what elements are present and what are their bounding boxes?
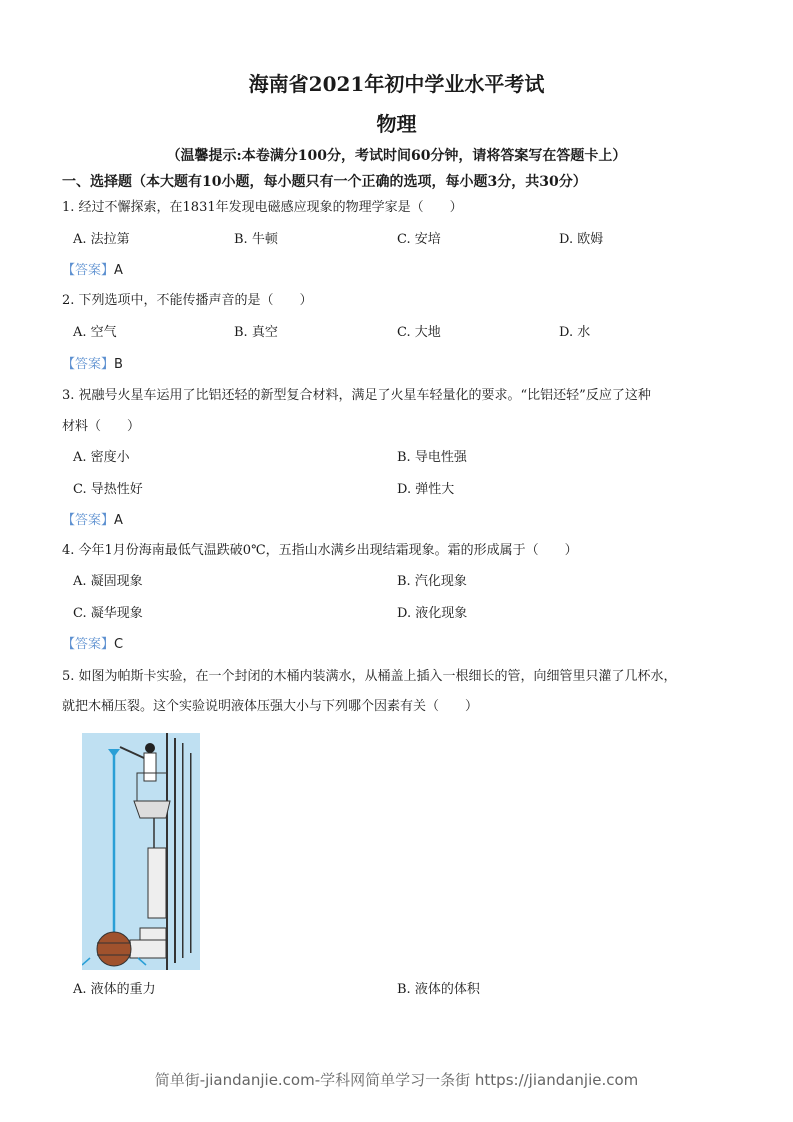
option: A. 液体的重力 <box>73 982 156 997</box>
option: D. 弹性大 <box>397 482 455 497</box>
question-5-stem: 5. 如图为帕斯卡实验，在一个封闭的木桶内装满水，从桶盖上插入一根细长的管，向细管里只灌了几杯水， <box>62 669 677 684</box>
option: B. 液体的体积 <box>397 982 480 997</box>
option: A. 法拉第 <box>73 232 130 247</box>
option: B. 导电性强 <box>397 450 467 465</box>
option: A. 密度小 <box>73 450 130 465</box>
question-5-stem-cont: 就把木桶压裂。这个实验说明液体压强大小与下列哪个因素有关（ ） <box>62 699 479 714</box>
option: B. 牛顿 <box>234 232 278 247</box>
option: A. 空气 <box>73 325 117 340</box>
question-1-stem: 1. 经过不懈探索，在1831年发现电磁感应现象的物理学家是（ ） <box>62 200 463 215</box>
section-heading: 一、选择题（本大题有10小题，每小题只有一个正确的选项，每小题3分，共30分） <box>62 174 587 190</box>
option: C. 导热性好 <box>73 482 143 497</box>
option: B. 汽化现象 <box>397 574 467 589</box>
option: D. 水 <box>559 325 591 340</box>
question-3-stem-cont: 材料（ ） <box>62 419 141 434</box>
question-3-stem: 3. 祝融号火星车运用了比铝还轻的新型复合材料，满足了火星车轻量化的要求。“比铝还轻”反应了这种 <box>62 388 651 403</box>
option: B. 真空 <box>234 325 278 340</box>
answer-3: 【答案】A <box>62 513 123 528</box>
option: C. 安培 <box>397 232 441 247</box>
answer-4: 【答案】C <box>62 637 124 652</box>
option: C. 大地 <box>397 325 441 340</box>
page-footer: 简单街-jiandanjie.com-学科网简单学习一条街 https://jiandanjie.com <box>154 1071 639 1089</box>
option: C. 凝华现象 <box>73 606 143 621</box>
exam-note: （温馨提示:本卷满分100分，考试时间60分钟，请将答案写在答题卡上） <box>166 148 627 164</box>
question-2-stem: 2. 下列选项中，不能传播声音的是（ ） <box>62 293 313 308</box>
answer-2: 【答案】B <box>62 357 123 372</box>
exam-title: 海南省2021年初中学业水平考试 <box>248 72 545 96</box>
subject-title: 物理 <box>376 112 417 136</box>
option: D. 液化现象 <box>397 606 468 621</box>
option: A. 凝固现象 <box>73 574 143 589</box>
answer-1: 【答案】A <box>62 263 123 278</box>
pascal-barrel-figure <box>82 733 200 970</box>
question-4-stem: 4. 今年1月份海南最低气温跌破0℃，五指山水满乡出现结霜现象。霜的形成属于（ ） <box>62 543 578 558</box>
option: D. 欧姆 <box>559 232 604 247</box>
